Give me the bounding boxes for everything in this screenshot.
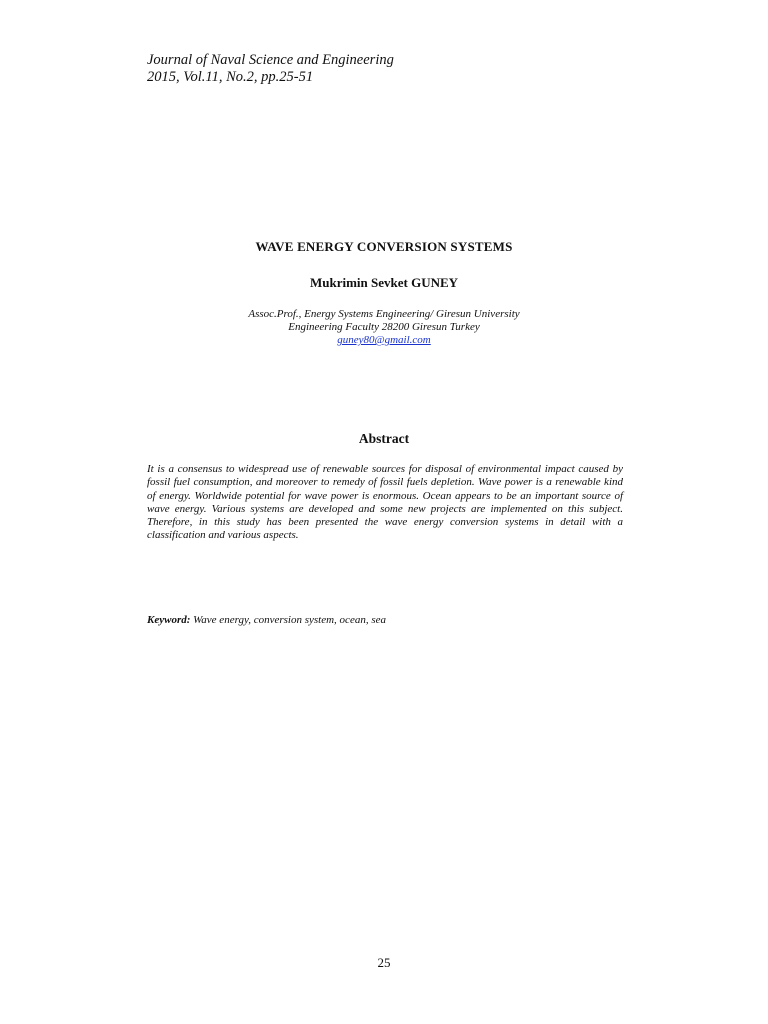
affiliation-line-1: Assoc.Prof., Energy Systems Engineering/ Giresun University [248,308,520,320]
affiliation-line-2: Engineering Faculty 28200 Giresun Turkey [288,321,480,333]
keywords-text: Wave energy, conversion system, ocean, sea [193,614,386,626]
journal-name: Journal of Naval Science and Engineering [147,52,394,68]
paper-author: Mukrimin Sevket GUNEY [309,275,459,290]
author-affiliation [0,308,768,347]
author-email-link[interactable]: guney80@gmail.com [337,334,431,346]
page-number: 25 [377,955,391,970]
abstract-heading: Abstract [358,431,410,446]
paper-title: WAVE ENERGY CONVERSION SYSTEMS [255,239,513,254]
keywords-line [147,614,386,626]
journal-header [147,52,394,86]
keywords-label: Keyword: [147,614,191,626]
abstract-text: It is a consensus to widespread use of renewable sources for disposal of environmental impact caused by fossil fuel consumption, and moreover to remedy of fossil fuels depletion. Wave power is a renewable kind of energy. Worldwide potential for wave power is enormous. Ocean appears to be an important source of wave energy. Various systems are developed and some new projects are implemented on this subject. Therefore, in this study has been presented the wave energy conversion systems in detail with a classification and various aspects. [147,463,623,542]
journal-issue: 2015, Vol.11, No.2, pp.25-51 [147,69,314,85]
